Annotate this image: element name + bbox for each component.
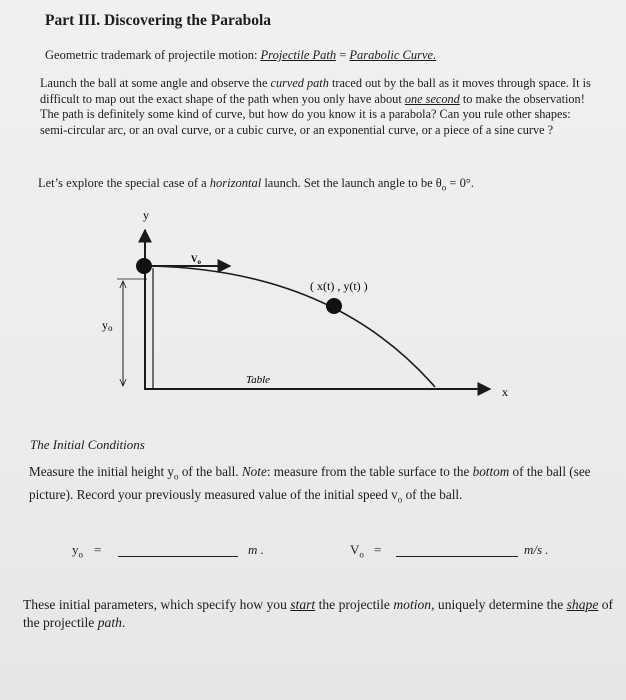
initial-conditions-heading: The Initial Conditions [30,437,145,452]
closing-text-5: . [121,614,126,630]
lead-theta-sub: o [441,182,447,193]
v0-equals: = [374,542,382,557]
y0-blank-field[interactable] [118,556,238,557]
y0-unit: m . [248,542,264,557]
closing-start: start [290,597,316,612]
closing-paragraph [23,596,623,631]
v0-label: $V_o$ [350,542,364,560]
intro-text-2: traced out by the ball as it moves through space. It is difficult to map out the exact shape of the path when you only have about [40,76,591,106]
closing-shape: shape [566,597,599,612]
measure-sub-1: o [174,471,179,482]
subtitle-projectile-path: Projectile Path [260,48,337,62]
measure-sub-2: o [397,494,403,505]
ball-start [136,258,152,274]
height-label: yo [102,318,113,333]
lead-text-1: Let’s explore the special case of a [38,176,210,190]
lead-horizontal: horizontal [209,176,262,190]
measure-text-2: of the ball. [178,464,242,479]
intro-one-second: one second [404,91,460,106]
y0-equals: = [94,542,102,557]
velocity-label: $V_o$ [191,254,201,266]
page-title: Part III. Discovering the Parabola [45,12,272,29]
intro-text-3: to make the observation! The path is definitely some kind of curve, but how do you know it is a parabola? Can you rule other shapes: semi-circular arc, or an oval curve, or a cubic curve, or an exponential curve, or a piece of a sine curve ? [40,91,585,137]
intro-text-1: Launch the ball at some angle and observe the [40,76,271,90]
ball-position [326,298,342,314]
table-label: Table [246,374,271,386]
measure-note: Note [241,464,267,479]
x-axis-label: x [502,385,508,399]
position-label: ( x(t) , y(t) ) [310,279,368,293]
closing-text-1: These initial parameters, which specify how you [23,597,291,612]
measure-instructions [29,463,609,508]
y-axis-label: y [143,208,149,222]
lead-text-3: = 0°. [446,176,474,190]
closing-text-2: the projectile [315,597,394,612]
measure-text-3: : measure from the table surface to the [266,464,473,479]
measure-text-4: of the ball (see picture). Record your previously measured value of the initial speed v [29,464,591,502]
closing-text-3: , uniquely determine the [431,597,567,612]
measure-text-1: Measure the initial height y [29,464,175,479]
measure-text-5: of the ball. [402,486,463,502]
closing-path: path [97,614,122,630]
closing-motion: motion [393,597,432,612]
measure-bottom: bottom [472,464,510,479]
y0-label: $y_o$ [72,542,83,560]
trajectory-curve [150,266,435,387]
v0-unit: m/s . [524,542,549,557]
subtitle-equals: = [336,48,350,62]
subtitle-parabolic-curve: Parabolic Curve. [349,48,437,62]
intro-curved-path: curved path [270,76,329,90]
closing-text-4: of the projectile [23,597,614,630]
lead-text-2: launch. Set the launch angle to be θ [261,176,442,190]
v0-blank-field[interactable] [396,556,518,557]
subtitle-lead: Geometric trademark of projectile motion: [45,48,261,62]
